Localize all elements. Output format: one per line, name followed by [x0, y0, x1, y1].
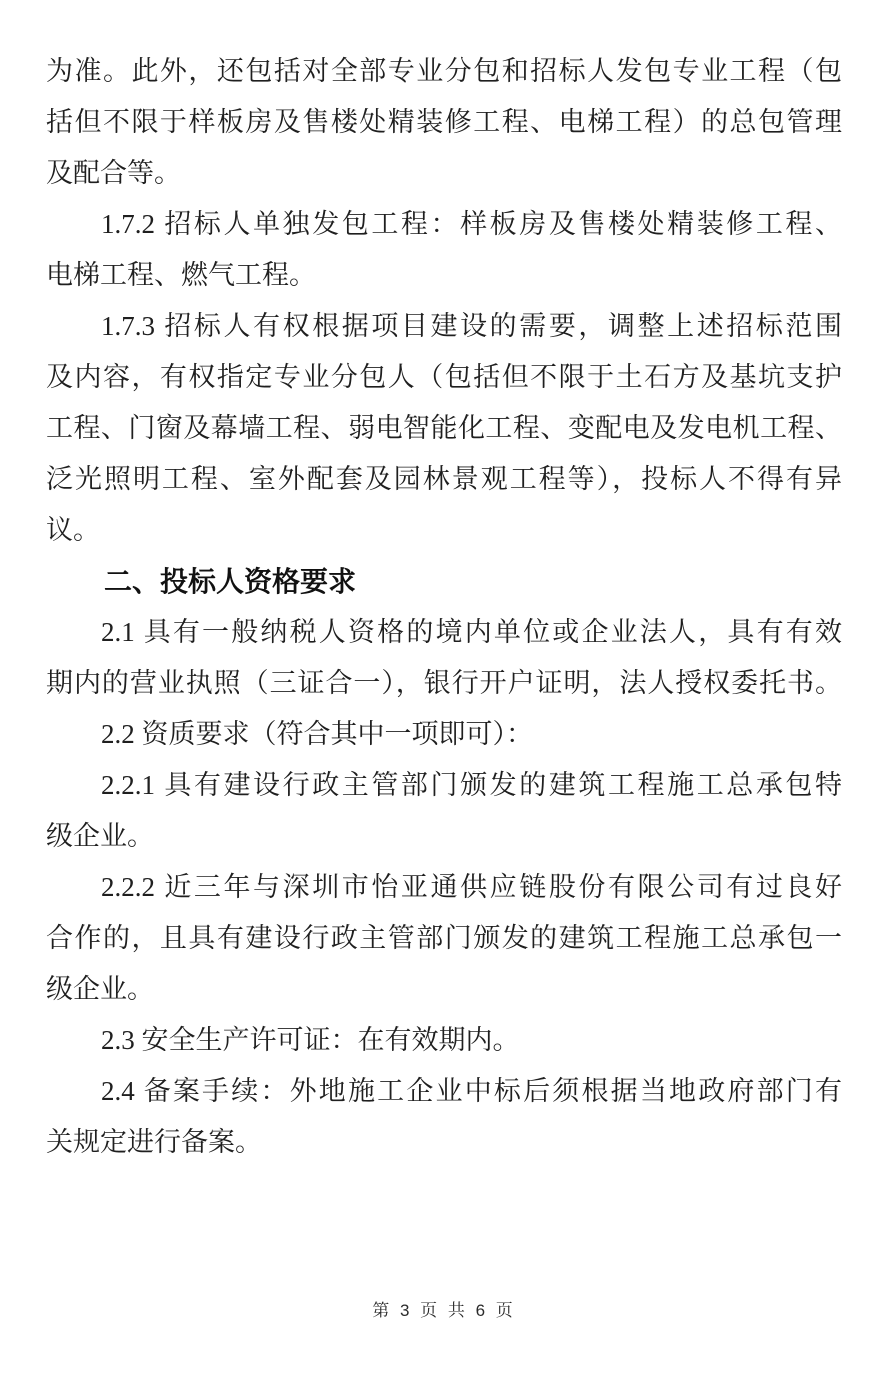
text-line: 1.7.2 招标人单独发包工程：样板房及售楼处精装修工程、 [101, 209, 842, 239]
para-2-1 [46, 607, 842, 709]
para-1-7-2 [46, 199, 842, 301]
text-line: 为准。此外，还包括对全部专业分包和招标人发包专业工程（包 [46, 56, 842, 86]
para-2-3 [46, 1015, 842, 1066]
text-line: 2.3 安全生产许可证：在有效期内。 [101, 1025, 520, 1055]
text-line: 关规定进行备案。 [46, 1127, 262, 1157]
para-2-2-2 [46, 862, 842, 1015]
para-1-7-1-continuation [46, 46, 842, 199]
heading-section-2 [46, 556, 842, 607]
para-2-4 [46, 1066, 842, 1168]
page-number-footer: 第 3 页 共 6 页 [372, 1301, 516, 1320]
text-line: 工程、门窗及幕墙工程、弱电智能化工程、变配电及发电机工程、 [46, 413, 842, 443]
para-1-7-3 [46, 301, 842, 556]
text-line: 及配合等。 [46, 158, 181, 188]
text-line: 级企业。 [46, 821, 154, 851]
text-line: 2.2 资质要求（符合其中一项即可）： [101, 719, 533, 749]
text-line: 2.2.2 近三年与深圳市怡亚通供应链股份有限公司有过良好 [101, 872, 842, 902]
text-line: 期内的营业执照（三证合一），银行开户证明，法人授权委托书。 [46, 668, 842, 698]
text-line: 及内容，有权指定专业分包人（包括但不限于土石方及基坑支护 [46, 362, 842, 392]
text-line: 括但不限于样板房及售楼处精装修工程、电梯工程）的总包管理 [46, 107, 842, 137]
text-line: 2.2.1 具有建设行政主管部门颁发的建筑工程施工总承包特 [101, 770, 842, 800]
text-line: 2.1 具有一般纳税人资格的境内单位或企业法人，具有有效 [101, 617, 842, 647]
text-line: 2.4 备案手续：外地施工企业中标后须根据当地政府部门有 [101, 1076, 842, 1106]
section-heading: 二、投标人资格要求 [104, 566, 357, 597]
text-line: 议。 [46, 515, 100, 545]
text-line: 泛光照明工程、室外配套及园林景观工程等），投标人不得有异 [46, 464, 842, 494]
text-line: 合作的，且具有建设行政主管部门颁发的建筑工程施工总承包一 [46, 923, 842, 953]
text-line: 电梯工程、燃气工程。 [46, 260, 316, 290]
para-2-2-1 [46, 760, 842, 862]
document-body [46, 46, 842, 1168]
para-2-2 [46, 709, 842, 760]
text-line: 级企业。 [46, 974, 154, 1004]
text-line: 1.7.3 招标人有权根据项目建设的需要，调整上述招标范围 [101, 311, 842, 341]
